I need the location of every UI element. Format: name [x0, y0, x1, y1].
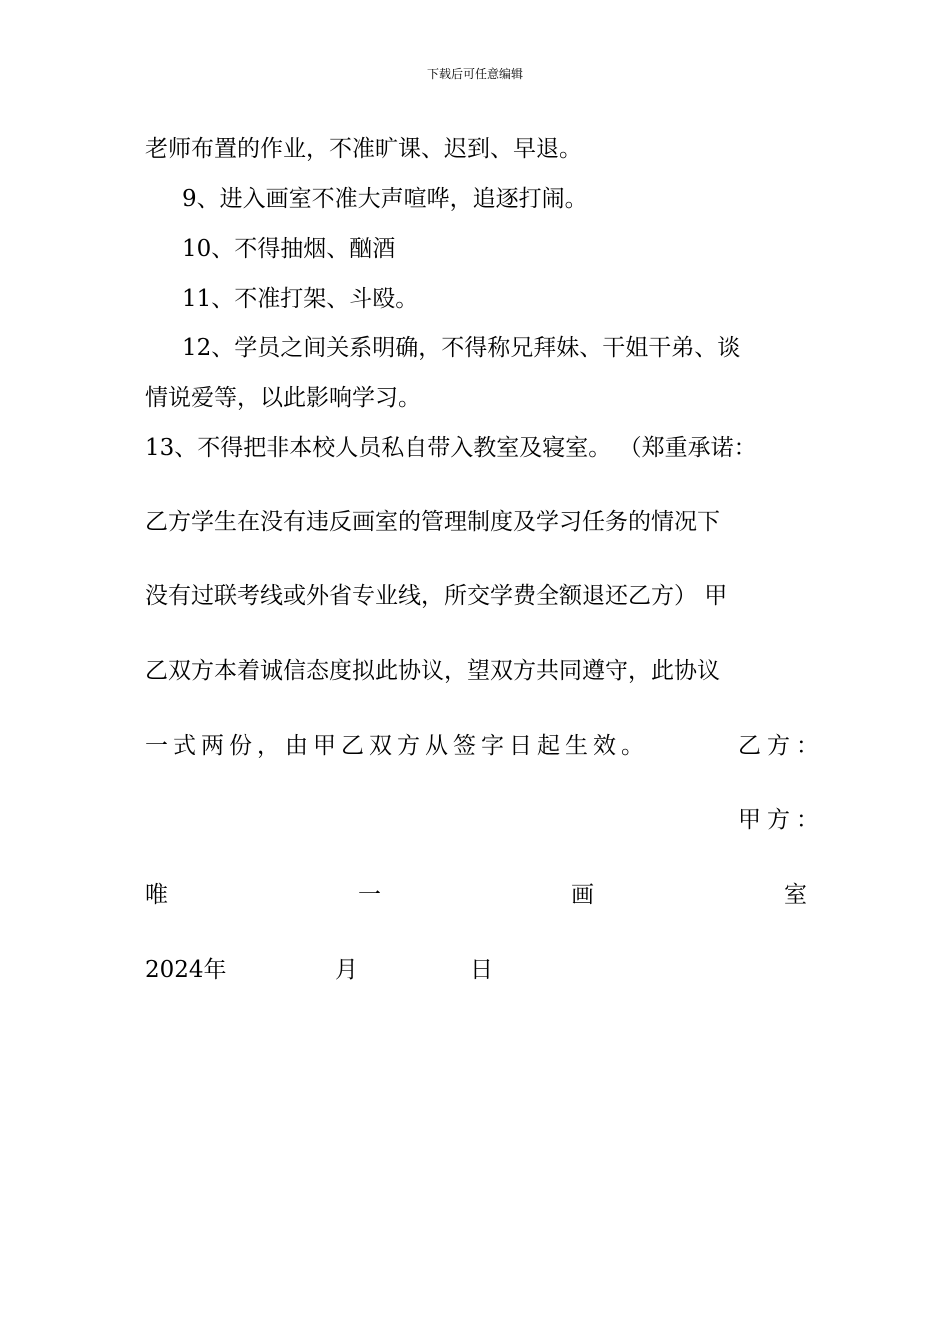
promise-line-2: 没有过联考线或外省专业线，所交学费全额退还乙方） 甲: [145, 583, 728, 609]
agreement-line-2: 一式两份，由甲乙双方从签字日起生效。: [145, 733, 649, 759]
date-month: 月: [335, 957, 358, 983]
studio-name-char: 室: [784, 882, 807, 908]
agreement-line-1: 乙双方本着诚信态度拟此协议，望双方共同遵守，此协议: [145, 658, 720, 684]
studio-name-char: 唯: [145, 882, 168, 908]
rule-13: 13、不得把非本校人员私自带入教室及寝室。 （郑重承诺：: [145, 435, 757, 461]
party-a-label: 甲方：: [738, 807, 825, 833]
party-b-label: 乙方：: [738, 733, 825, 759]
rule-10: 10、不得抽烟、酗酒: [182, 236, 396, 262]
rule-11: 11、不准打架、斗殴。: [182, 286, 419, 312]
rule-12-line-2: 情说爱等，以此影响学习。: [145, 385, 421, 411]
studio-name-char: 画: [571, 882, 594, 908]
rule-9: 9、进入画室不准大声喧哗，追逐打闹。: [182, 186, 588, 212]
date-day: 日: [470, 957, 493, 983]
promise-line-1: 乙方学生在没有违反画室的管理制度及学习任务的情况下: [145, 509, 720, 535]
download-note: 下载后可任意编辑: [426, 67, 523, 81]
rule-12-line-1: 12、学员之间关系明确，不得称兄拜妹、干姐干弟、谈: [182, 335, 741, 361]
studio-name-char: 一: [358, 882, 381, 908]
homework-line: 老师布置的作业，不准旷课、迟到、早退。: [145, 136, 582, 162]
agreement-signature-row: [145, 731, 825, 761]
studio-name: [145, 880, 807, 910]
date-year: 2024年: [145, 957, 227, 983]
